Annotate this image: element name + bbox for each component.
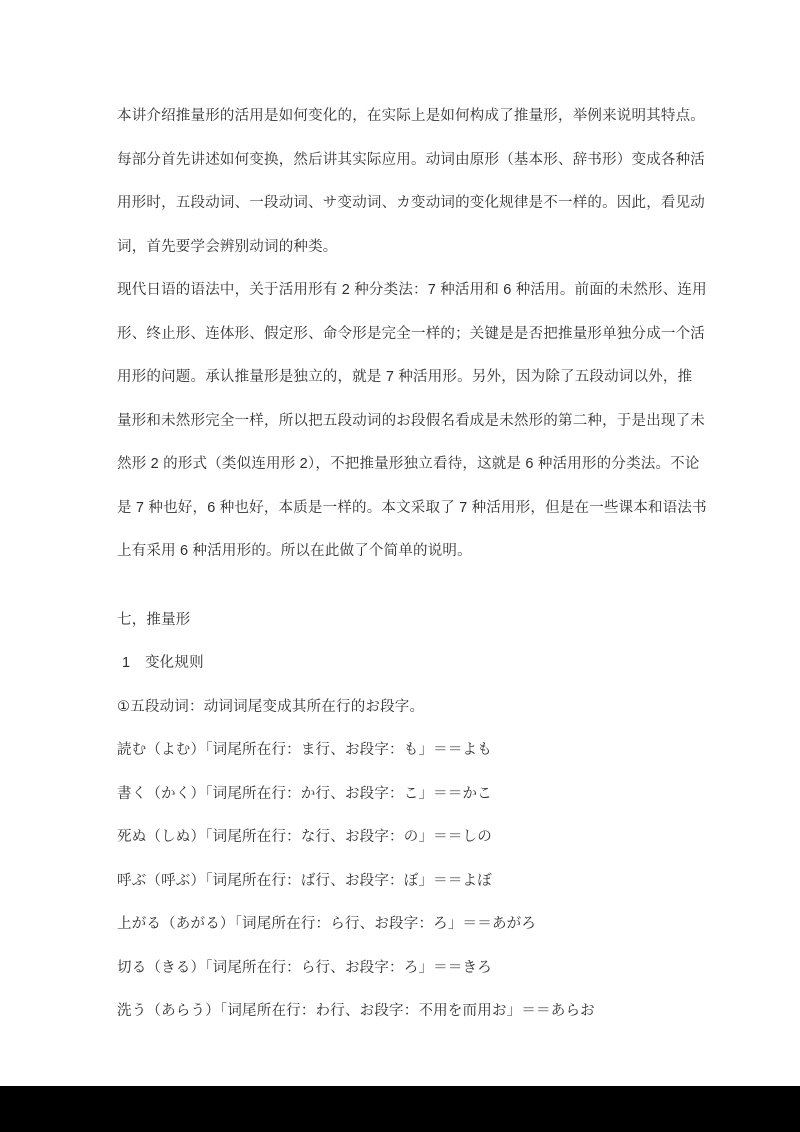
text-line: 每部分首先讲述如何变换，然后讲其实际应用。动词由原形（基本形、辞书形）变成各种活 xyxy=(117,151,705,168)
text-line: 死ぬ（しぬ）「词尾所在行：な行、お段字：の」＝＝しの xyxy=(117,829,492,845)
text-line: 然形 2 的形式（类似连用形 2），不把推量形独立看待，这就是 6 种活用形的分类法。不论 xyxy=(117,456,700,472)
text-line: 読む（よむ）「词尾所在行：ま行、お段字：も」＝＝よも xyxy=(117,742,492,758)
paragraph-intro xyxy=(117,95,705,269)
text-line: 切る（きる）「词尾所在行：ら行、お段字：ろ」＝＝きろ xyxy=(117,959,492,976)
section-subheading: 1 变化规则 xyxy=(122,655,204,671)
bottom-black-bar xyxy=(0,1086,800,1132)
text-line: 现代日语的语法中，关于活用形有 2 种分类法：7 种活用和 6 种活用。前面的未然形、连用 xyxy=(117,282,707,298)
text-line: 词，首先要学会辨别动词的种类。 xyxy=(117,238,338,255)
document-content xyxy=(117,95,707,1034)
text-line: 形、终止形、连体形、假定形、命令形是完全一样的；关键是是否把推量形单独分成一个活 xyxy=(117,325,705,342)
text-line: 呼ぶ（呼ぶ）「词尾所在行：ば行、お段字：ぼ」＝＝よぼ xyxy=(117,872,492,889)
text-line: 是 7 种也好，6 种也好，本质是一样的。本文采取了 7 种活用形，但是在一些课本和语法书 xyxy=(117,499,707,516)
text-line: 上有采用 6 种活用形的。所以在此做了个简单的说明。 xyxy=(117,543,472,559)
text-line: 洗う（あらう）「词尾所在行：わ行、お段字：不用を而用お」＝＝あらお xyxy=(117,1003,595,1019)
example-list xyxy=(117,729,697,1034)
text-line: 用形时，五段动词、一段动词、サ变动词、カ变动词的变化规律是不一样的。因此，看见动 xyxy=(117,195,705,211)
section-suiryokei xyxy=(117,599,697,1034)
text-line: 本讲介绍推量形的活用是如何变化的，在实际上是如何构成了推量形，举例来说明其特点。 xyxy=(117,108,705,124)
paragraph-classification xyxy=(117,269,707,574)
text-line: 量形和未然形完全一样，所以把五段动词的お段假名看成是未然形的第二种，于是出现了未 xyxy=(117,412,705,429)
text-line: 上がる（あがる）「词尾所在行：ら行、お段字：ろ」＝＝あがろ xyxy=(117,916,537,932)
text-line: 書く（かく）「词尾所在行：か行、お段字：こ」＝＝かこ xyxy=(117,785,492,802)
godan-verb-rule: ①五段动词：动词词尾变成其所在行的お段字。 xyxy=(117,698,425,715)
section-heading: 七，推量形 xyxy=(117,611,191,628)
text-line: 用形的问题。承认推量形是独立的，就是 7 种活用形。另外，因为除了五段动词以外，推 xyxy=(117,369,693,385)
